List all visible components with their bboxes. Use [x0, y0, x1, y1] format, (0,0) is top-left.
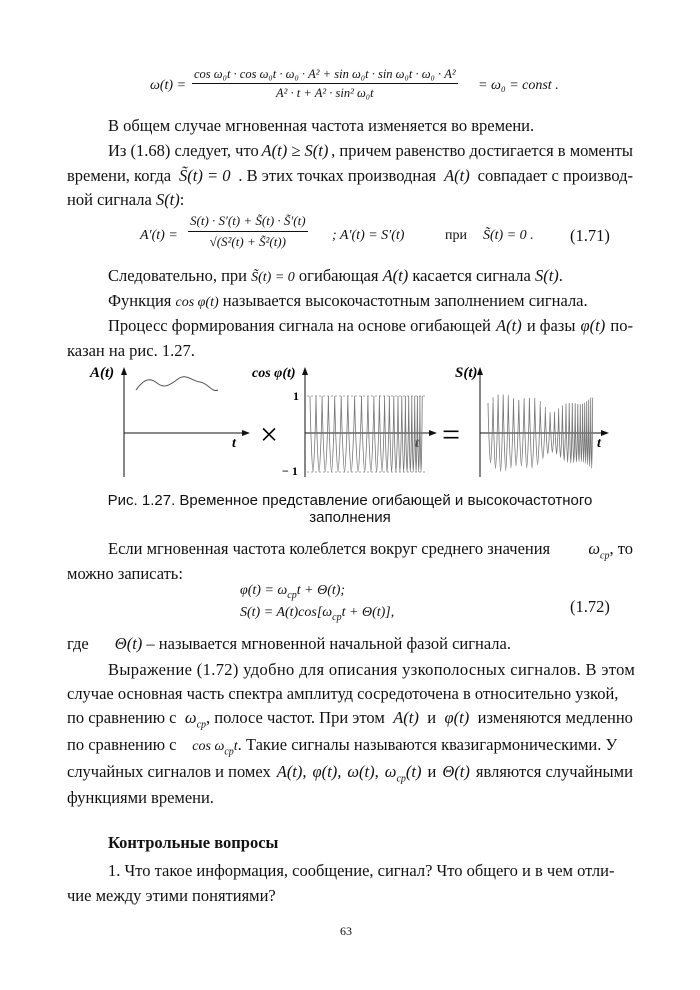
formula-2-number: (1.71) [570, 226, 610, 245]
label-s-t: S(t) [455, 365, 478, 381]
formula-1-fraction [192, 66, 458, 101]
paragraph-8-line-1: Выражение (1.72) удобно для описания узкополосных сигналов. В этом [108, 660, 636, 679]
label-a-t: A(t) [90, 365, 115, 381]
formula-3 [240, 583, 620, 627]
formula-2 [140, 212, 640, 258]
formula-1-numerator: cos ω₀t · cos ω₀t · ω₀ · A² + sin ω₀t · sin ω₀t · ω₀ · A² [192, 66, 458, 84]
formula-3-number: (1.72) [570, 597, 610, 616]
paragraph-2-line-3: ной сигнала S(t): [67, 190, 185, 209]
label-t-s: t [597, 436, 601, 451]
page-number: 63 [340, 924, 352, 938]
formula-1 [150, 66, 570, 106]
formula-2-denominator: √(S²(t) + S̃²(t)) [209, 234, 286, 249]
figure-1-27 [60, 355, 620, 485]
formula-2-lhs: A′(t) = [140, 228, 178, 243]
label-cos-phi: cos φ(t) [252, 366, 296, 381]
caption-line-1: Рис. 1.27. Временное представление огибающей и высокочастотного [107, 492, 593, 509]
paragraph-5-line-1: Процесс формирования сигнала на основе огибающей A(t) и фазы φ(t) по- [108, 316, 633, 335]
tick-label-minus-1: − 1 [282, 464, 298, 478]
formula-2-mid: ; A′(t) = S′(t) [332, 228, 405, 243]
envelope-panel [89, 365, 250, 477]
paragraph-3: Следовательно, при S̃(t) = 0 огибающая A(t) касается сигнала S(t). [108, 266, 563, 285]
formula-2-condition: S̃(t) = 0 . [483, 228, 534, 243]
formula-1-lhs: ω(t) = [150, 78, 187, 93]
paragraph-7: где Θ(t) – называется мгновенной начальной фазой сигнала. [67, 634, 511, 653]
envelope-curve [136, 377, 218, 391]
signal-panel [455, 365, 609, 477]
paragraph-8-line-5: случайных сигналов и помех A(t), φ(t), ω(t), $\omega_{ср}(t)$ и Θ(t) являются случайными [67, 762, 633, 785]
paragraph-2-line-1: Из (1.68) следует, что A(t) ≥ S(t) , причем равенство достигается в моменты [108, 141, 633, 160]
question-1-line-1: 1. Что такое информация, сообщение, сигнал? Что общего и в чем отли- [108, 861, 615, 880]
paragraph-8-line-2: случае основная часть спектра амплитуд сосредоточена в относительно узкой, [67, 684, 619, 703]
label-t-a: t [232, 436, 236, 451]
arrow-y-s [477, 367, 483, 375]
paragraph-2-line-2: времени, когда S̃(t) = 0 . В этих точках производная A(t) совпадает с производ- [67, 166, 633, 185]
arrow-y-a [121, 367, 127, 375]
arrow-x-cos [429, 430, 437, 436]
times-sign: × [260, 416, 279, 452]
formula-2-when: при [445, 228, 467, 243]
paragraph-6-line-1: Если мгновенная частота колеблется вокруг среднего значения $\omega_{ср}$, то [108, 539, 633, 562]
paragraph-6-line-2: можно записать: [67, 564, 183, 583]
caption-line-2: заполнения [309, 509, 391, 526]
label-t-cos: t [415, 436, 419, 451]
formula-3-line-2: $S(t) = A(t)\cos[\omega_{ср}t + \Theta(t)]$, [240, 605, 395, 623]
formula-1-denominator: A² · t + A² · sin² ω₀t [276, 86, 374, 100]
section-heading: Контрольные вопросы [108, 833, 279, 852]
equals-sign: = [442, 416, 461, 452]
formula-1-rhs: = ω₀ = const . [478, 78, 559, 93]
paragraph-4: Функция cos φ(t) называется высокочастотным заполнением сигнала. [108, 291, 588, 310]
carrier-panel [252, 366, 437, 478]
arrow-x-s [601, 430, 609, 436]
paragraph-8-line-3: по сравнению с $\omega_{ср}$, полосе частот. При этом A(t) и φ(t) изменяются медленно [67, 708, 633, 731]
carrier-oscillation-path [310, 396, 422, 472]
carrier-oscillation [310, 396, 422, 472]
paragraph-8-line-6: функциями времени. [67, 788, 214, 807]
figure-caption [80, 492, 620, 526]
paragraph-1: В общем случае мгновенная частота изменяется во времени. [108, 116, 535, 135]
arrow-y-cos [302, 367, 308, 375]
arrow-x-a [242, 430, 250, 436]
formula-2-numerator: S(t) · S′(t) + S̃(t) · S̃′(t) [188, 212, 308, 232]
question-1-line-2: чие между этими понятиями? [67, 886, 276, 905]
tick-label-1: 1 [293, 389, 299, 403]
formula-3-line-1: $\varphi(t) = \omega_{ср}t + \Theta(t)$; [240, 583, 346, 601]
formula-2-fraction [188, 212, 308, 251]
paragraph-8-line-4: по сравнению с $\cos \omega_{ср}t$. Такие сигналы называются квазигармоническими. У [67, 735, 618, 758]
paragraph-5-line-2: казан на рис. 1.27. [67, 341, 195, 360]
